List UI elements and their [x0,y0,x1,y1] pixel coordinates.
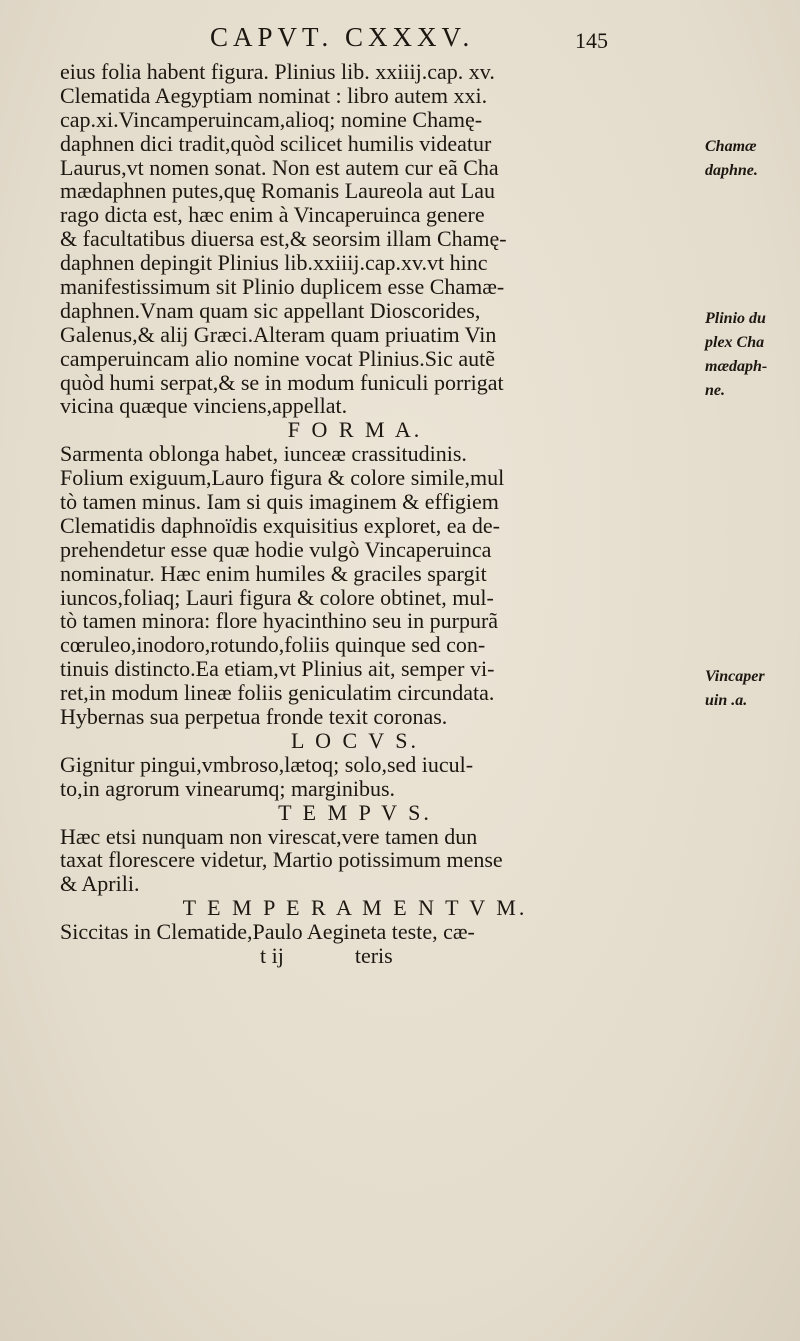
text-line: nominatur. Hæc enim humiles & graciles spargit [60,560,487,586]
margin-note-vincaperuinca [705,665,800,713]
text-line: daphnen depingit Plinius lib.xxiiij.cap.xv.vt hinc [60,250,488,276]
text-line: mædaphnen putes,quę Romanis Laureola aut Lau [60,178,495,204]
section-heading-locus: L O C V S. [290,727,419,753]
page-number: 145 [575,28,608,53]
text-line: vicina quæque vinciens,appellat. [60,393,348,419]
text-line: rago dicta est, hæc enim à Vincaperuinca genere [60,202,485,228]
margin-note-chamaedaphne [705,135,800,183]
text-line: Hæc etsi nunquam non virescat,vere tamen dun [60,823,478,849]
intro-paragraph [60,60,650,418]
section-heading-tempus: T E M P V S. [278,799,432,825]
margin-note-line: uin .a. [705,692,748,709]
text-line: camperuincam alio nomine vocat Plinius.Sic autẽ [60,345,495,371]
main-text-block [60,60,650,968]
text-line: cœruleo,inodoro,rotundo,foliis quinque sed con- [60,632,486,658]
text-line: Hybernas sua perpetua fronde texit coronas. [60,704,448,730]
text-line: tò tamen minora: flore hyacinthino seu in purpurã [60,608,499,634]
text-line: eius folia habent figura. Plinius lib. xxiiij.cap. xv. [60,59,495,84]
text-line: to,in agrorum vinearumq; marginibus. [60,775,396,801]
text-line: tinuis distincto.Ea etiam,vt Plinius ait, semper vi- [60,656,495,682]
signature-and-catchword [60,944,650,968]
text-line: Folium exiguum,Lauro figura & colore simile,mul [60,465,505,491]
margin-note-line: Plinio du [705,310,766,327]
margin-note-line: ne. [705,382,725,399]
text-line: Gignitur pingui,vmbroso,lætoq; solo,sed iucul- [60,751,474,777]
text-line: tò tamen minus. Iam si quis imaginem & effigiem [60,489,499,515]
text-line: Siccitas in Clematide,Paulo Aegineta teste, cæ- [60,919,475,945]
text-line: daphnen dici tradit,quòd scilicet humilis videatur [60,130,492,156]
text-line: prehendetur esse quæ hodie vulgò Vincaperuinca [60,536,492,562]
text-line: Clematidis daphnoïdis exquisitius exploret, ea de- [60,512,500,538]
text-line: Laurus,vt nomen sonat. Non est autem cur eã Cha [60,154,499,180]
text-line: iuncos,foliaq; Lauri figura & colore obtinet, mul- [60,584,494,610]
signature-mark: t ij [260,942,284,968]
text-line: & Aprili. [60,871,140,897]
section-heading-temperamentum: T E M P E R A M E N T V M. [182,895,528,921]
text-line: Galenus,& alij Græci.Alteram quam priuatim Vin [60,321,497,347]
text-line: taxat florescere videtur, Martio potissimum mense [60,847,503,873]
section-heading-forma: F O R M A. [287,417,423,443]
tempus-paragraph [60,825,650,897]
text-line: manifestissimum sit Plinio duplicem esse Chamæ- [60,274,505,300]
text-line: quòd humi serpat,& se in modum funiculi porrigat [60,369,504,395]
margin-note-plinio-duplex [705,307,800,403]
temperamentum-paragraph [60,920,650,944]
running-title: CAPVT. CXXXV. [210,22,475,52]
text-line: Sarmenta oblonga habet, iunceæ crassitudinis. [60,441,467,467]
text-line: daphnen.Vnam quam sic appellant Dioscorides, [60,297,481,323]
margin-note-line: mædaph- [705,358,768,375]
text-line: & facultatibus diuersa est,& seorsim illam Chamę- [60,226,507,252]
margin-note-line: Vincaper [705,668,765,685]
margin-note-line: daphne. [705,162,758,179]
catchword: teris [354,942,393,968]
text-line: ret,in modum lineæ foliis geniculatim circundata. [60,680,495,706]
text-line: cap.xi.Vincamperuincam,alioq; nomine Chamę- [60,106,483,132]
forma-paragraph [60,442,650,729]
locus-paragraph [60,753,650,801]
text-line: Clematida Aegyptiam nominat : libro autem xxi. [60,82,488,108]
margin-note-line: Chamæ [705,138,757,155]
margin-note-line: plex Cha [705,334,765,351]
